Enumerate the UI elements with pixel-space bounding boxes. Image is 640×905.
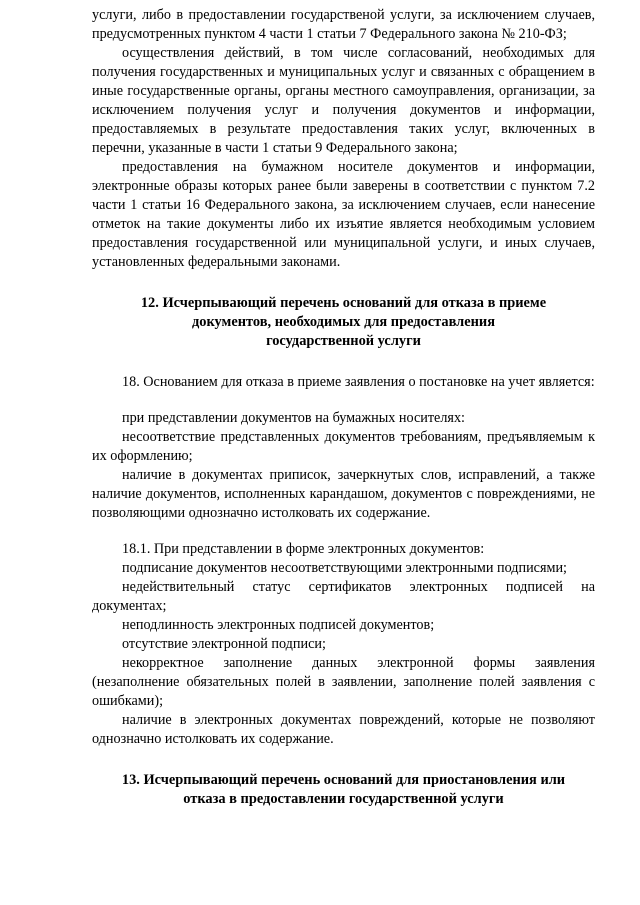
electronic-item: наличие в электронных документах повреждений, которые не позволяют однозначно истолковать их содержание. xyxy=(92,712,595,747)
paragraph-continuation: услуги, либо в предоставлении государственой услуги, за исключением случаев, предусмотренных пунктом 4 части 1 статьи 7 Федерального закона № 210-ФЗ; xyxy=(92,7,595,42)
electronic-item: подписание документов несоответствующими электронными подписями; xyxy=(122,560,567,576)
paper-item: несоответствие представленных документов требованиям, предъявляемым к их оформлению; xyxy=(92,429,595,464)
document-page xyxy=(92,6,595,809)
section-12-heading-line3: государственной услуги xyxy=(266,333,421,349)
paragraph-18-1: 18.1. При представлении в форме электронных документов: xyxy=(122,541,485,557)
paragraph-18: 18. Основанием для отказа в приеме заявления о постановке на учет является: xyxy=(122,374,595,390)
section-13-heading-line1: 13. Исчерпывающий перечень оснований для приостановления или xyxy=(121,772,566,788)
paper-intro: при представлении документов на бумажных носителях: xyxy=(122,410,465,426)
electronic-item: неподлинность электронных подписей документов; xyxy=(122,617,435,633)
section-13-heading-line2: отказа в предоставлении государственной услуги xyxy=(183,791,504,807)
section-13-heading xyxy=(92,771,595,809)
section-12-heading xyxy=(92,294,595,351)
paper-item: наличие в документах приписок, зачеркнутых слов, исправлений, а также наличие документов, исполненных карандашом, документов с повреждениями, не позволяющими однозначно истолковать их содержание. xyxy=(92,467,595,521)
electronic-item: недействительный статус сертификатов электронных подписей на документах; xyxy=(92,579,595,614)
electronic-item: отсутствие электронной подписи; xyxy=(122,636,326,652)
section-12-heading-line1: 12. Исчерпывающий перечень оснований для отказа в приеме xyxy=(140,295,547,311)
paragraph-actions: осуществления действий, в том числе согласований, необходимых для получения государственных и муниципальных услуг и связанных с обращением в иные государственные органы, органы местного самоуправления, организации, за исключением получения услуг и получения документов и информации, предоставляемых в результате предоставления таких услуг, включенных в перечни, указанные в части 1 статьи 9 Федерального закона; xyxy=(92,45,595,156)
paragraph-paper-documents: предоставления на бумажном носителе документов и информации, электронные образы которых ранее были заверены в соответствии с пунктом 7.2 части 1 статьи 16 Федерального закона, за исключением случаев, если нанесение отметок на такие документы либо их изъятие является необходимым условием предоставления государственной или муниципальной услуги, и иных случаев, установленных федеральными законами. xyxy=(92,159,595,270)
electronic-item: некорректное заполнение данных электронной формы заявления (незаполнение обязательных полей в заявлении, заполнение полей заявления с ошибками); xyxy=(92,655,595,709)
section-12-heading-line2: документов, необходимых для предоставления xyxy=(191,314,496,330)
